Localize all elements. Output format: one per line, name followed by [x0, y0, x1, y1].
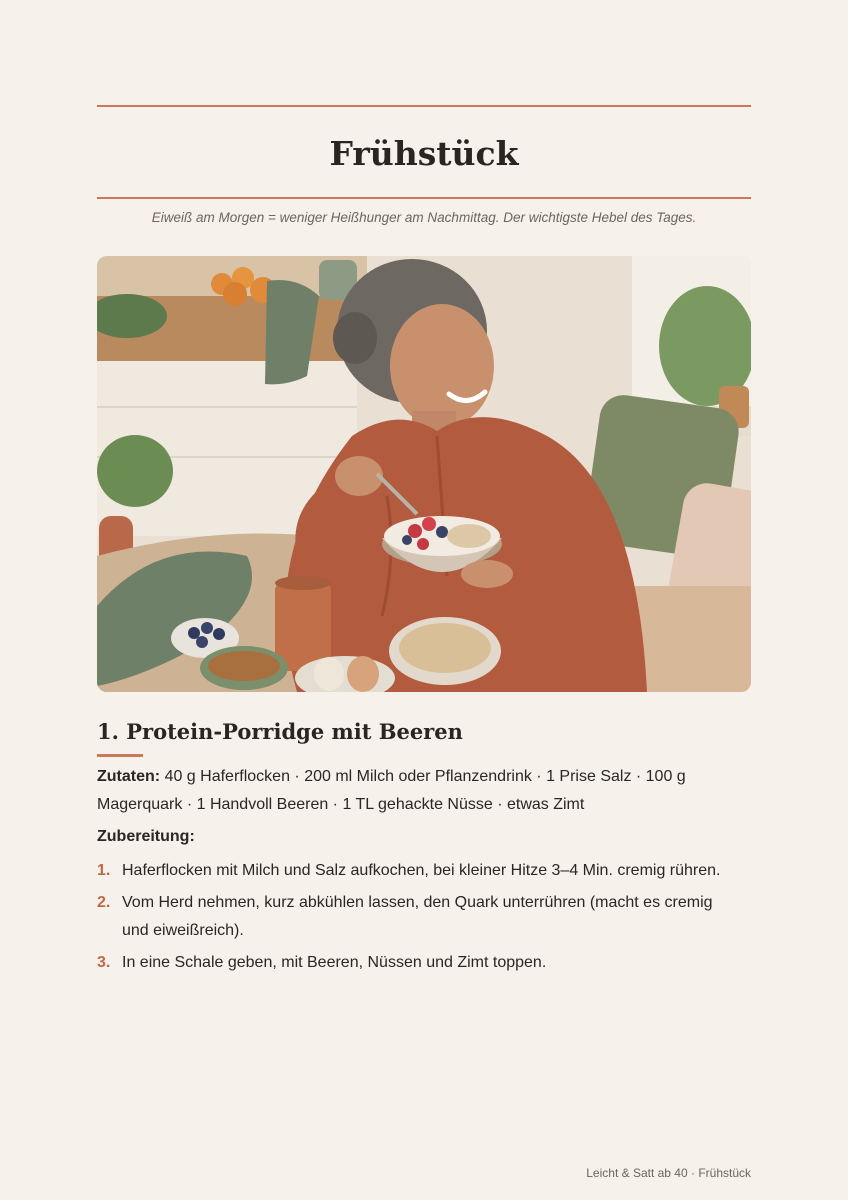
hero-photo	[97, 256, 751, 692]
step-number: 3.	[97, 954, 111, 971]
step-item	[97, 949, 737, 977]
ingredients	[97, 763, 757, 819]
header-top-rule	[97, 105, 751, 107]
preparation-label: Zubereitung:	[97, 828, 195, 845]
step-item	[97, 889, 737, 945]
step-item	[97, 857, 737, 885]
ingredients-label: Zutaten:	[97, 768, 161, 785]
step-number: 1.	[97, 862, 111, 879]
recipe-title: 1. Protein-Porridge mit Beeren	[97, 719, 463, 744]
step-number: 2.	[97, 894, 111, 911]
page-title: Frühstück	[329, 134, 519, 173]
recipe-title-accent	[97, 754, 143, 757]
header-bottom-rule	[97, 197, 751, 199]
ingredients-text: 40 g Haferflocken · 200 ml Milch oder Pflanzendrink · 1 Prise Salz · 100 g Magerquark · 1 Handvoll Beeren · 1 TL gehackte Nüsse · etwas Zimt	[97, 768, 686, 813]
page-tagline: Eiweiß am Morgen = weniger Heißhunger am Nachmittag. Der wichtigste Hebel des Tages.	[151, 210, 697, 225]
step-text: Vom Herd nehmen, kurz abkühlen lassen, den Quark unterrühren (macht es cremig und eiweißreich).	[122, 894, 713, 939]
step-text: In eine Schale geben, mit Beeren, Nüssen und Zimt toppen.	[122, 954, 547, 971]
page-footer: Leicht & Satt ab 40 · Frühstück	[586, 1166, 751, 1180]
step-text: Haferflocken mit Milch und Salz aufkochen, bei kleiner Hitze 3–4 Min. cremig rühren.	[122, 862, 721, 879]
preparation-steps	[97, 857, 737, 981]
